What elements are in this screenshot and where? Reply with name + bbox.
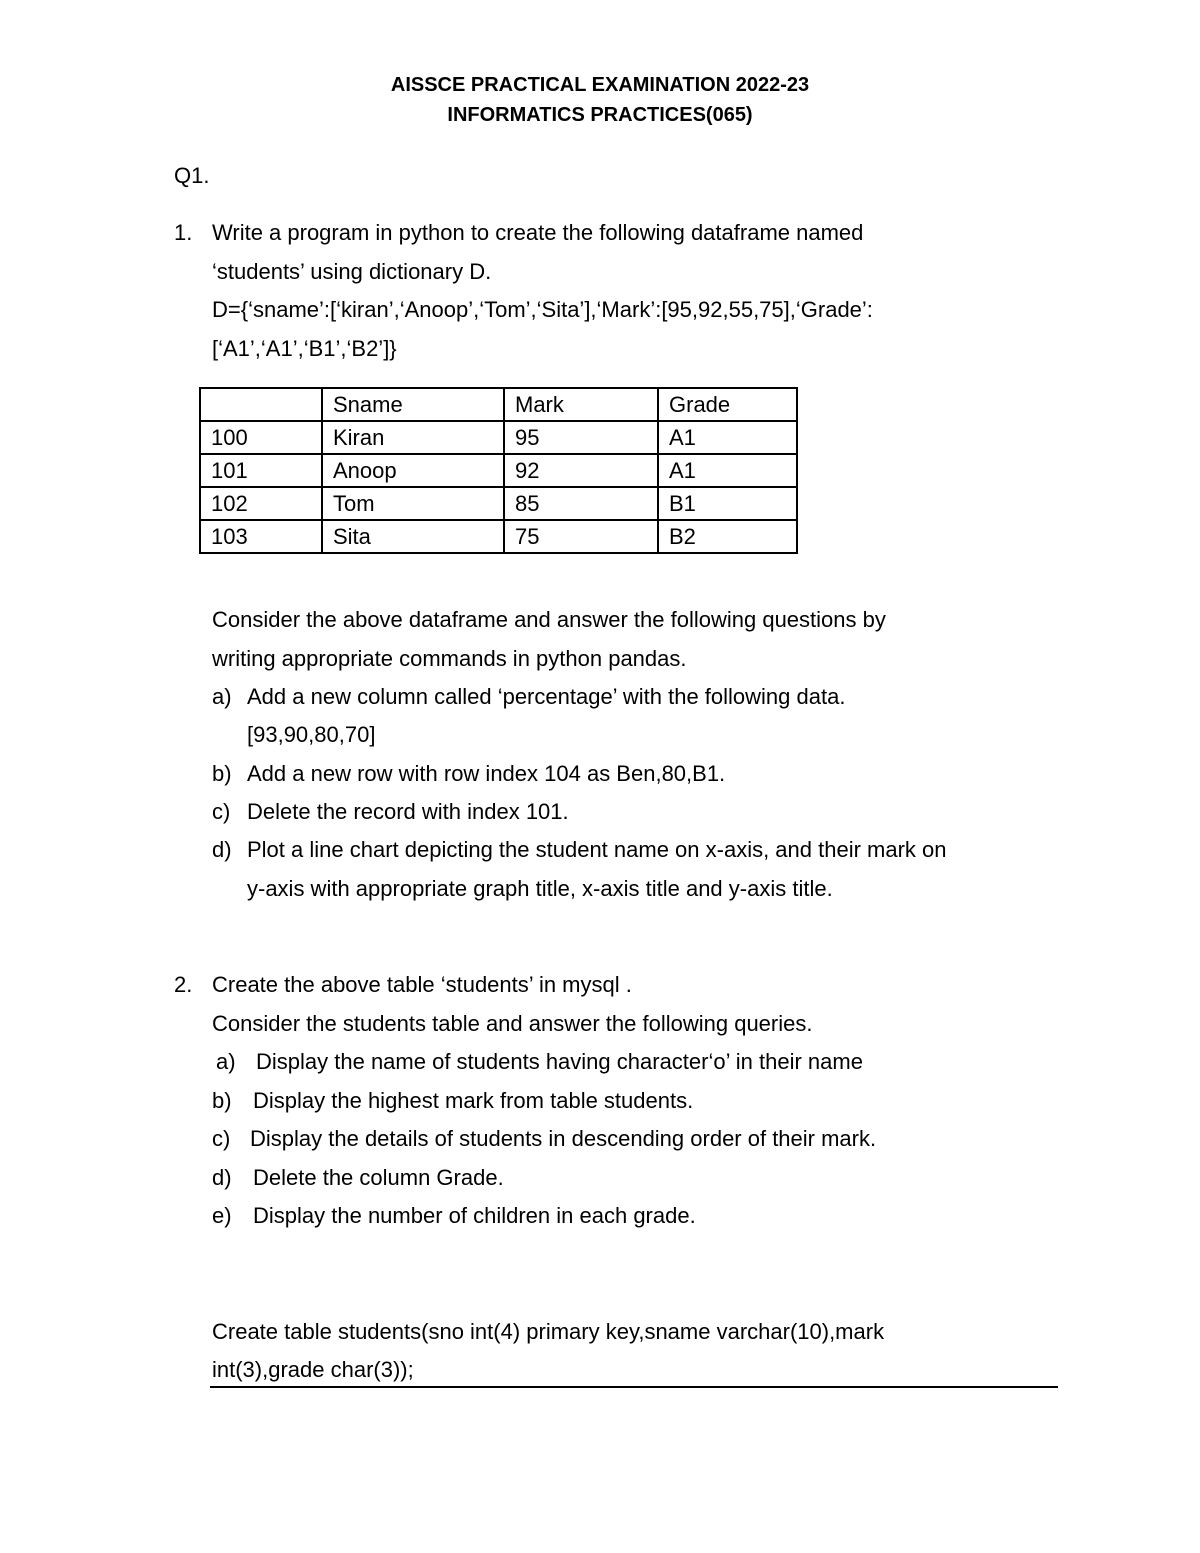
table-cell: Sita (322, 520, 504, 553)
q2-consider: Consider the students table and answer the following queries. (212, 1011, 813, 1036)
students-dataframe-table (199, 387, 798, 554)
question-label: Q1. (174, 163, 210, 188)
q1-text-line: ‘students’ using dictionary D. (212, 259, 492, 284)
table-cell: 103 (200, 520, 322, 553)
q2-number: 2. (174, 972, 193, 997)
q1-dict-line: [‘A1’,‘A1’,‘B1’,‘B2’]} (212, 336, 397, 361)
subject-title: INFORMATICS PRACTICES(065) (447, 104, 753, 126)
q2-intro: Create the above table ‘students’ in mysql . (212, 972, 632, 997)
header-cell: Grade (658, 388, 797, 421)
q1-number: 1. (174, 220, 193, 245)
q2-item-label: e) (212, 1203, 232, 1228)
table-cell: 100 (200, 421, 322, 454)
table-row (200, 487, 797, 520)
q1-item-text: Add a new column called ‘percentage’ with the following data. (247, 684, 846, 709)
header-cell: Mark (504, 388, 658, 421)
table-cell: Kiran (322, 421, 504, 454)
table-cell: Anoop (322, 454, 504, 487)
q1-item-label: d) (212, 837, 232, 862)
table-cell: 92 (504, 454, 658, 487)
table-row (200, 421, 797, 454)
table-cell: B1 (658, 487, 797, 520)
q1-item-text: Add a new row with row index 104 as Ben,80,B1. (247, 761, 726, 786)
sql-create-line: int(3),grade char(3)); (212, 1357, 414, 1382)
table-cell: A1 (658, 454, 797, 487)
table-cell: Tom (322, 487, 504, 520)
exam-title: AISSCE PRACTICAL EXAMINATION 2022-23 (390, 74, 810, 96)
q2-item-text: Display the details of students in descending order of their mark. (250, 1126, 877, 1151)
q2-item-label: c) (212, 1126, 231, 1151)
header-cell (200, 388, 322, 421)
q2-item-label: a) (216, 1049, 236, 1074)
q2-item-label: d) (212, 1165, 232, 1190)
table-cell: B2 (658, 520, 797, 553)
table-cell: 85 (504, 487, 658, 520)
q1-dict-line: D={‘sname’:[‘kiran’,‘Anoop’,‘Tom’,‘Sita’],‘Mark’:[95,92,55,75],‘Grade’: (212, 297, 873, 322)
sql-create-line: Create table students(sno int(4) primary key,sname varchar(10),mark (212, 1319, 885, 1344)
q2-item-label: b) (212, 1088, 232, 1113)
q2-item-text: Delete the column Grade. (253, 1165, 504, 1190)
q1-item-label: c) (212, 799, 231, 824)
q2-item-text: Display the number of children in each grade. (253, 1203, 696, 1228)
q1-item-text: y-axis with appropriate graph title, x-axis title and y-axis title. (247, 876, 833, 901)
table-cell: 95 (504, 421, 658, 454)
table-row (200, 454, 797, 487)
q1-item-text: Plot a line chart depicting the student name on x-axis, and their mark on (247, 837, 947, 862)
table-cell: 101 (200, 454, 322, 487)
answer-underline (210, 1386, 1058, 1388)
q1-item-text: Delete the record with index 101. (247, 799, 569, 824)
table-header-row (200, 388, 797, 421)
q1-item-label: a) (212, 684, 232, 709)
q1-text-line: Write a program in python to create the following dataframe named (212, 220, 864, 245)
q1-consider-line: Consider the above dataframe and answer the following questions by (212, 607, 886, 632)
table-cell: 102 (200, 487, 322, 520)
q2-item-text: Display the highest mark from table students. (253, 1088, 694, 1113)
table-row (200, 520, 797, 553)
q1-item-label: b) (212, 761, 232, 786)
q2-item-text: Display the name of students having character‘o’ in their name (256, 1049, 863, 1074)
table-cell: 75 (504, 520, 658, 553)
q1-consider-line: writing appropriate commands in python pandas. (212, 646, 687, 671)
q1-item-text: [93,90,80,70] (247, 722, 376, 747)
table-cell: A1 (658, 421, 797, 454)
header-cell: Sname (322, 388, 504, 421)
